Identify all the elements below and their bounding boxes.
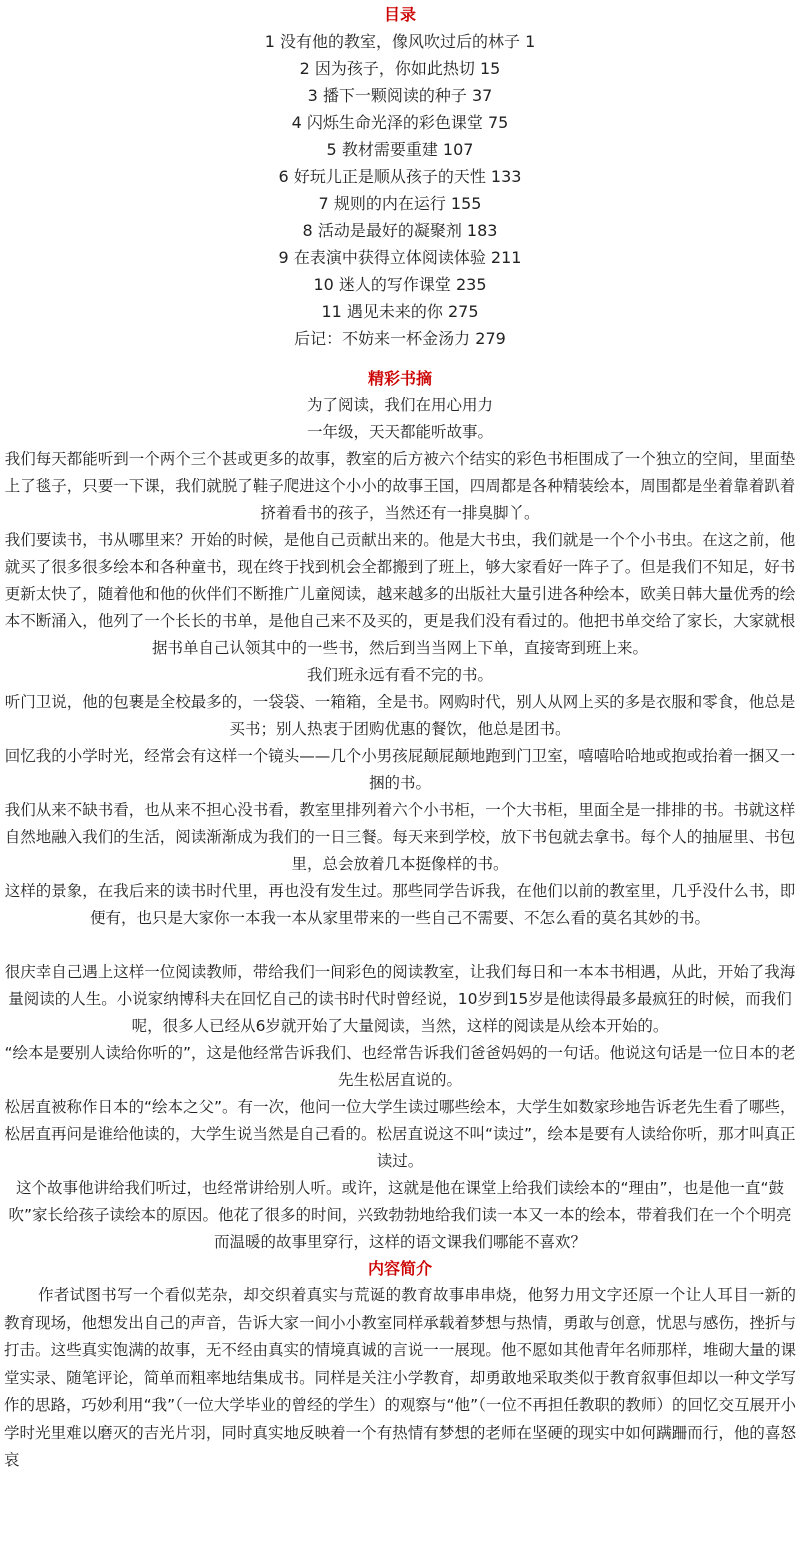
toc-list <box>4 28 796 352</box>
toc-item[interactable]: 10 迷人的写作课堂 235 <box>313 275 487 294</box>
toc-item[interactable]: 5 教材需要重建 107 <box>326 140 474 159</box>
toc-title: 目录 <box>383 5 416 24</box>
excerpt-paragraph: 我们班永远有看不完的书。 <box>306 666 493 684</box>
excerpt-paragraph: 听门卫说，他的包裹是全校最多的，一袋袋、一箱箱，全是书。网购时代，别人从网上买的多是衣服和零食，他总是买书；别人热衷于团购优惠的餐饮，他总是团书。 <box>4 693 796 738</box>
excerpt-title: 精彩书摘 <box>367 369 432 388</box>
excerpt-paragraph: 我们从来不缺书看，也从来不担心没书看，教室里排列着六个小书柜，一个大书柜，里面全是一排排的书。书就这样自然地融入我们的生活，阅读渐渐成为我们的一日三餐。每天来到学校，放下书包就去拿书。每个人的抽屉里、书包里，总会放着几本挺像样的书。 <box>4 801 796 873</box>
excerpt-paragraph: 很庆幸自己遇上这样一位阅读教师，带给我们一间彩色的阅读教室，让我们每日和一本本书相遇，从此，开始了我海量阅读的人生。小说家纳博科夫在回忆自己的读书时代时曾经说，10岁到15岁是他读得最多最疯狂的时候，而我们呢，很多人已经从6岁就开始了大量阅读，当然，这样的阅读是从绘本开始的。 <box>4 963 796 1035</box>
excerpt-paragraph: 松居直被称作日本的“绘本之父”。有一次，他问一位大学生读过哪些绘本，大学生如数家珍地告诉老先生看了哪些，松居直再问是谁给他读的，大学生说当然是自己看的。松居直说这不叫“读过”，绘本是要有人读给你听，那才叫真正读过。 <box>4 1098 796 1170</box>
paragraph-spacer <box>4 932 796 959</box>
toc-item[interactable]: 2 因为孩子，你如此热切 15 <box>299 59 501 78</box>
toc-item[interactable]: 11 遇见未来的你 275 <box>321 302 479 321</box>
toc-item[interactable]: 9 在表演中获得立体阅读体验 211 <box>278 248 522 267</box>
excerpt-subheading: 一年级，天天都能听故事。 <box>306 423 493 441</box>
toc-item[interactable]: 4 闪烁生命光泽的彩色课堂 75 <box>291 113 509 132</box>
excerpt-heading: 为了阅读，我们在用心用力 <box>306 396 493 414</box>
toc-item[interactable]: 7 规则的内在运行 155 <box>318 194 482 213</box>
toc-item[interactable]: 后记：不妨来一杯金汤力 279 <box>294 329 506 348</box>
toc-section <box>4 2 796 352</box>
toc-item[interactable]: 8 活动是最好的凝聚剂 183 <box>302 221 498 240</box>
excerpt-paragraph: “绘本是要别人读给你听的”，这是他经常告诉我们、也经常告诉我们爸爸妈妈的一句话。他说这句话是一位日本的老先生松居直说的。 <box>4 1044 796 1089</box>
intro-paragraph: 作者试图书写一个看似芜杂，却交织着真实与荒诞的教育故事串串烧，他努力用文字还原一个让人耳目一新的教育现场，他想发出自己的声音，告诉大家一间小小教室同样承载着梦想与热情，勇敢与创意，忧思与感伤，挫折与打击。这些真实饱满的故事，无不经由真实的情境真诚的言说一一展现。他不愿如其他青年名师那样，堆砌大量的课堂实录、随笔评论，简单而粗率地结集成书。同样是关注小学教育，却勇敢地采取类似于教育叙事但却以一种文学写作的思路，巧妙利用“我”（一位大学毕业的曾经的学生）的观察与“他”（一位不再担任教职的教师）的回忆交互展开小学时光里难以磨灭的吉光片羽，同时真实地反映着一个有热情有梦想的老师在坚硬的现实中如何蹒跚而行，他的喜怒哀 <box>4 1286 796 1469</box>
excerpt-paragraph: 我们要读书，书从哪里来？开始的时候，是他自己贡献出来的。他是大书虫，我们就是一个个小书虫。在这之前，他就买了很多很多绘本和各种童书，现在终于找到机会全都搬到了班上，够大家看好一阵子了。但是我们不知足，好书更新太快了，随着他和他的伙伴们不断推广儿童阅读，越来越多的出版社大量引进各种绘本，欧美日韩大量优秀的绘本不断涌入，他列了一个长长的书单，是他自己来不及买的，更是我们没有看过的。他把书单交给了家长，大家就根据书单自己认领其中的一些书，然后到当当网上下单，直接寄到班上来。 <box>4 531 796 657</box>
intro-title: 内容简介 <box>367 1259 432 1278</box>
excerpt-paragraph: 我们每天都能听到一个两个三个甚或更多的故事，教室的后方被六个结实的彩色书柜围成了一个独立的空间，里面垫上了毯子，只要一下课，我们就脱了鞋子爬进这个小小的故事王国，四周都是各种精装绘本，周围都是坐着靠着趴着挤着看书的孩子，当然还有一排臭脚丫。 <box>4 450 796 522</box>
toc-item[interactable]: 3 播下一颗阅读的种子 37 <box>307 86 493 105</box>
toc-item[interactable]: 1 没有他的教室，像风吹过后的林子 1 <box>264 32 536 51</box>
intro-section <box>4 1256 796 1475</box>
excerpt-section <box>4 366 796 1256</box>
excerpt-paragraph: 这个故事他讲给我们听过，也经常讲给别人听。或许，这就是他在课堂上给我们读绘本的“理由”，也是他一直“鼓吹”家长给孩子读绘本的原因。他花了很多的时间，兴致勃勃地给我们读一本又一本的绘本，带着我们在一个个明亮而温暖的故事里穿行，这样的语文课我们哪能不喜欢？ <box>8 1179 792 1251</box>
excerpt-paragraph: 这样的景象，在我后来的读书时代里，再也没有发生过。那些同学告诉我，在他们以前的教室里，几乎没什么书，即便有，也只是大家你一本我一本从家里带来的一些自己不需要、不怎么看的莫名其妙的书。 <box>4 882 796 927</box>
excerpt-paragraph: 回忆我的小学时光，经常会有这样一个镜头——几个小男孩屁颠屁颠地跑到门卫室，嘻嘻哈哈地或抱或抬着一捆又一捆的书。 <box>4 747 796 792</box>
section-gap <box>4 352 796 366</box>
toc-item[interactable]: 6 好玩儿正是顺从孩子的天性 133 <box>278 167 522 186</box>
